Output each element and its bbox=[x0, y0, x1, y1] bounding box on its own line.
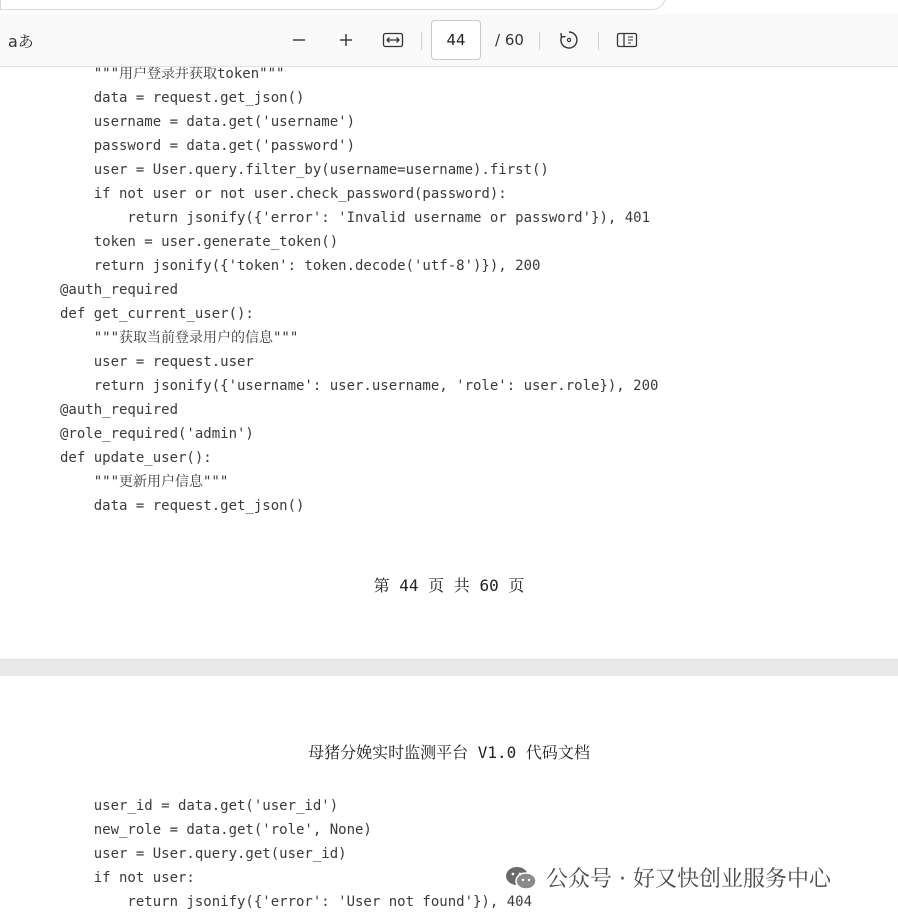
code-line: """更新用户信息""" bbox=[60, 474, 229, 490]
code-line: """获取当前登录用户的信息""" bbox=[60, 330, 299, 346]
code-line: if not user: bbox=[60, 870, 195, 886]
code-line: token = user.generate_token() bbox=[60, 234, 339, 250]
code-line: data = request.get_json() bbox=[60, 498, 305, 514]
code-line: user = User.query.filter_by(username=username).first() bbox=[60, 162, 549, 178]
plus-icon bbox=[337, 31, 355, 49]
two-page-view-icon bbox=[616, 31, 638, 49]
rotate-icon bbox=[558, 29, 580, 51]
code-line: @auth_required bbox=[60, 402, 179, 418]
wechat-icon bbox=[504, 865, 538, 891]
code-line: """用户登录并获取token""" bbox=[60, 67, 285, 82]
pdf-toolbar bbox=[0, 14, 898, 67]
tab-edge bbox=[0, 0, 666, 10]
code-line: return jsonify({'error': 'Invalid username or password'}), 401 bbox=[60, 210, 651, 226]
code-line: def get_current_user(): bbox=[60, 306, 254, 322]
code-line: @auth_required bbox=[60, 282, 179, 298]
zoom-out-button[interactable] bbox=[286, 27, 312, 53]
page-view-button[interactable] bbox=[614, 27, 640, 53]
page-footer: 第 44 页 共 60 页 bbox=[373, 576, 525, 595]
page-number-input[interactable] bbox=[431, 20, 481, 60]
code-line: user_id = data.get('user_id') bbox=[60, 798, 339, 814]
code-line: if not user or not user.check_password(password): bbox=[60, 186, 507, 202]
rotate-button[interactable] bbox=[556, 27, 582, 53]
fit-width-icon bbox=[382, 31, 404, 49]
page-total: / 60 bbox=[495, 31, 524, 49]
read-aloud-button[interactable] bbox=[8, 27, 34, 53]
code-line: data = request.get_json() bbox=[60, 90, 305, 106]
fit-to-width-button[interactable] bbox=[380, 27, 406, 53]
toolbar-divider bbox=[421, 32, 422, 50]
page-gap bbox=[0, 659, 898, 676]
minus-icon bbox=[290, 31, 308, 49]
watermark-text: 公众号 · 好又快创业服务中心 bbox=[546, 867, 831, 892]
code-line: password = data.get('password') bbox=[60, 138, 356, 154]
document-header-title: 母猪分娩实时监测平台 V1.0 代码文档 bbox=[308, 743, 590, 762]
watermark bbox=[504, 862, 831, 893]
code-line: new_role = data.get('role', None) bbox=[60, 822, 372, 838]
toolbar-divider bbox=[539, 32, 540, 50]
code-line: user = request.user bbox=[60, 354, 254, 370]
zoom-in-button[interactable] bbox=[333, 27, 359, 53]
tab-strip bbox=[0, 0, 898, 14]
document-viewport[interactable] bbox=[0, 67, 898, 921]
toolbar-divider bbox=[598, 32, 599, 50]
code-line: return jsonify({'error': 'User not found'}), 404 bbox=[60, 894, 533, 910]
code-line: username = data.get('username') bbox=[60, 114, 356, 130]
code-line: @role_required('admin') bbox=[60, 426, 254, 442]
code-line: user = User.query.get(user_id) bbox=[60, 846, 347, 862]
read-aloud-label: aあ bbox=[8, 31, 34, 51]
pdf-page bbox=[0, 67, 898, 659]
code-line: return jsonify({'token': token.decode('utf-8')}), 200 bbox=[60, 258, 541, 274]
code-line: return jsonify({'username': user.username, 'role': user.role}), 200 bbox=[60, 378, 659, 394]
code-line: def update_user(): bbox=[60, 450, 212, 466]
